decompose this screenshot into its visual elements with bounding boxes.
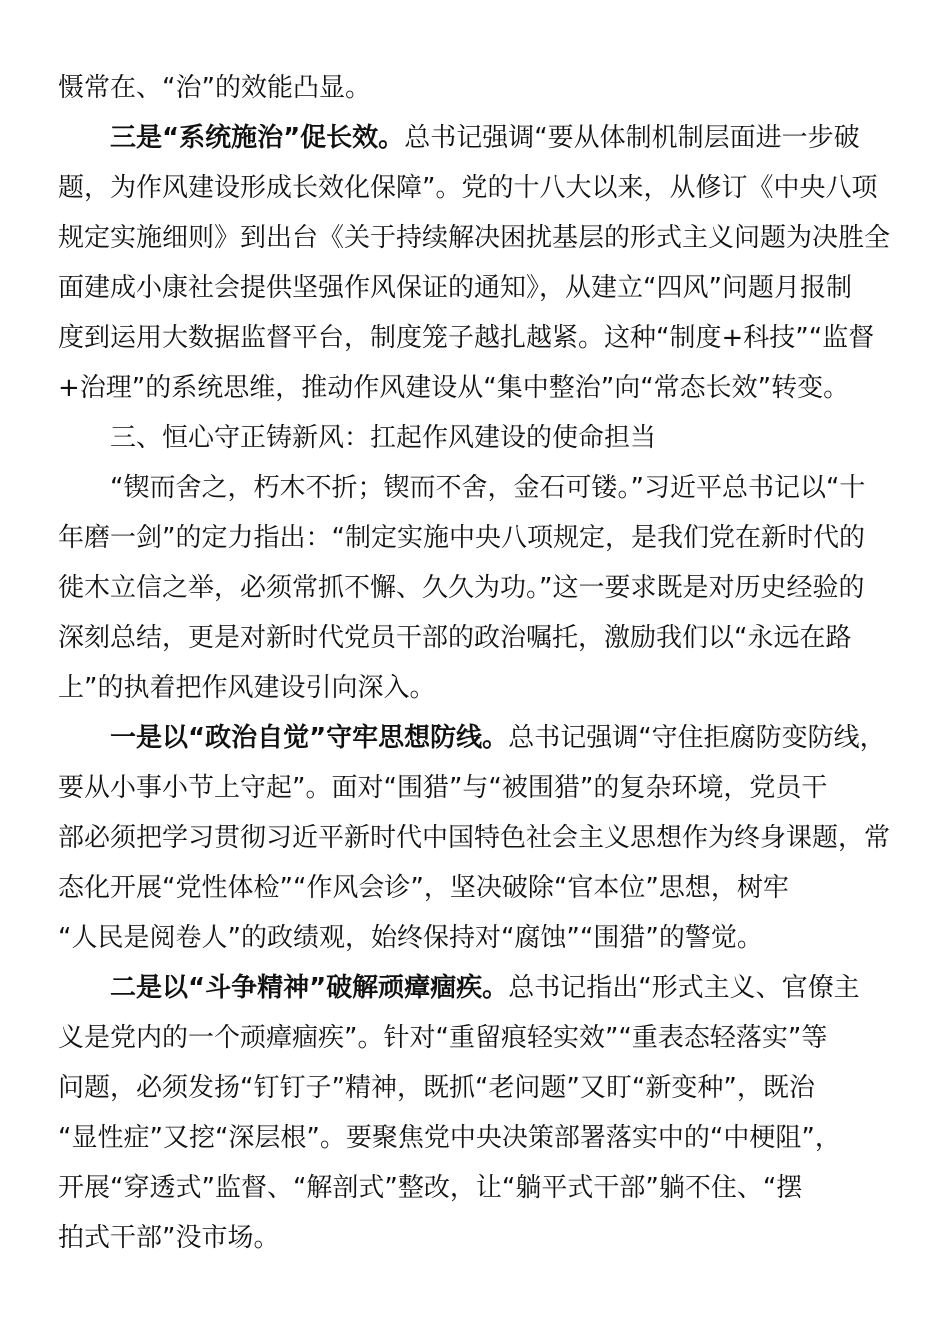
line-text: 总书记强调“要从体制机制层面进一步破: [404, 123, 860, 153]
paragraph-start: [110, 713, 886, 763]
paragraph-start: [110, 463, 865, 513]
text-line: [58, 1013, 827, 1063]
text-line: [58, 513, 865, 563]
line-text: “显性症”又挖“深层根”。要聚焦党中央决策部署落实中的“中梗阻”，: [58, 1123, 841, 1153]
text-line: [58, 313, 874, 363]
line-text: 部必须把学习贯彻习近平新时代中国特色社会主义思想作为终身课题，常: [58, 823, 891, 853]
text-line: [58, 913, 763, 963]
text-line: [58, 63, 371, 113]
paragraph-lead: 二是以“斗争精神”破解顽瘴痼疾。: [110, 973, 509, 1003]
paragraph-lead: 三是“系统施治”促长效。: [110, 123, 405, 153]
line-text: 规定实施细则》到出台《关于持续解决困扰基层的形式主义问题为决胜全: [58, 223, 891, 253]
line-text: 总书记指出“形式主义、官僚主: [508, 973, 860, 1003]
line-text: 慑常在、“治”的效能凸显。: [58, 73, 371, 103]
line-text: +治理”的系统思维，推动作风建设从“集中整治”向“常态长效”转变。: [58, 373, 850, 403]
line-text: 深刻总结，更是对新时代党员干部的政治嘱托，激励我们以“永远在路: [58, 623, 852, 653]
text-line: [58, 763, 827, 813]
text-line: [58, 613, 851, 663]
line-text: 拍式干部”没市场。: [58, 1223, 280, 1253]
line-text: 徙木立信之举，必须常抓不懈、久久为功。”这一要求既是对历史经验的: [58, 573, 865, 603]
line-text: 度到运用大数据监督平台，制度笼子越扎越紧。这种“制度+科技”“监督: [58, 323, 875, 353]
text-line: [58, 213, 890, 263]
line-text: “锲而舍之，朽木不折；锲而不舍，金石可镂。”习近平总书记以“十: [110, 473, 866, 503]
line-text: 上”的执着把作风建设引向深入。: [58, 673, 436, 703]
line-text: 总书记强调“守住拒腐防变防线，: [508, 723, 886, 753]
text-line: [58, 663, 435, 713]
text-line: [58, 1063, 815, 1113]
text-line: [58, 163, 877, 213]
paragraph-start: [110, 963, 860, 1013]
line-text: 义是党内的一个顽瘴痼疾”。针对“重留痕轻实效”“重表态轻落实”等: [58, 1023, 828, 1053]
line-text: 题，为作风建设形成长效化保障”。党的十八大以来，从修订《中央八项: [58, 173, 878, 203]
line-text: 面建成小康社会提供坚强作风保证的通知》，从建立“四风”问题月报制: [58, 273, 852, 303]
text-line: [58, 813, 890, 863]
line-text: 问题，必须发扬“钉钉子”精神，既抓“老问题”又盯“新变种”，既治: [58, 1073, 815, 1103]
text-line: [58, 1163, 802, 1213]
paragraph-start: [110, 113, 860, 163]
text-line: [58, 1113, 841, 1163]
line-text: 态化开展“党性体检”“作风会诊”，坚决破除“官本位”思想，树牢: [58, 873, 789, 903]
line-text: “人民是阅卷人”的政绩观，始终保持对“腐蚀”“围猎”的警觉。: [58, 923, 763, 953]
text-line: [58, 1213, 279, 1263]
line-text: 开展“穿透式”监督、“解剖式”整改，让“躺平式干部”躺不住、“摆: [58, 1173, 803, 1203]
text-line: [58, 363, 849, 413]
line-text: 年磨一剑”的定力指出：“制定实施中央八项规定，是我们党在新时代的: [58, 523, 865, 553]
line-text: 要从小事小节上守起”。面对“围猎”与“被围猎”的复杂环境，党员干: [58, 773, 828, 803]
text-line: [58, 263, 852, 313]
text-line: [58, 563, 864, 613]
text-line: [58, 863, 789, 913]
paragraph-lead: 一是以“政治自觉”守牢思想防线。: [110, 723, 509, 753]
section-heading: [110, 413, 656, 463]
line-text: 三、恒心守正铸新风：扛起作风建设的使命担当: [110, 423, 657, 453]
